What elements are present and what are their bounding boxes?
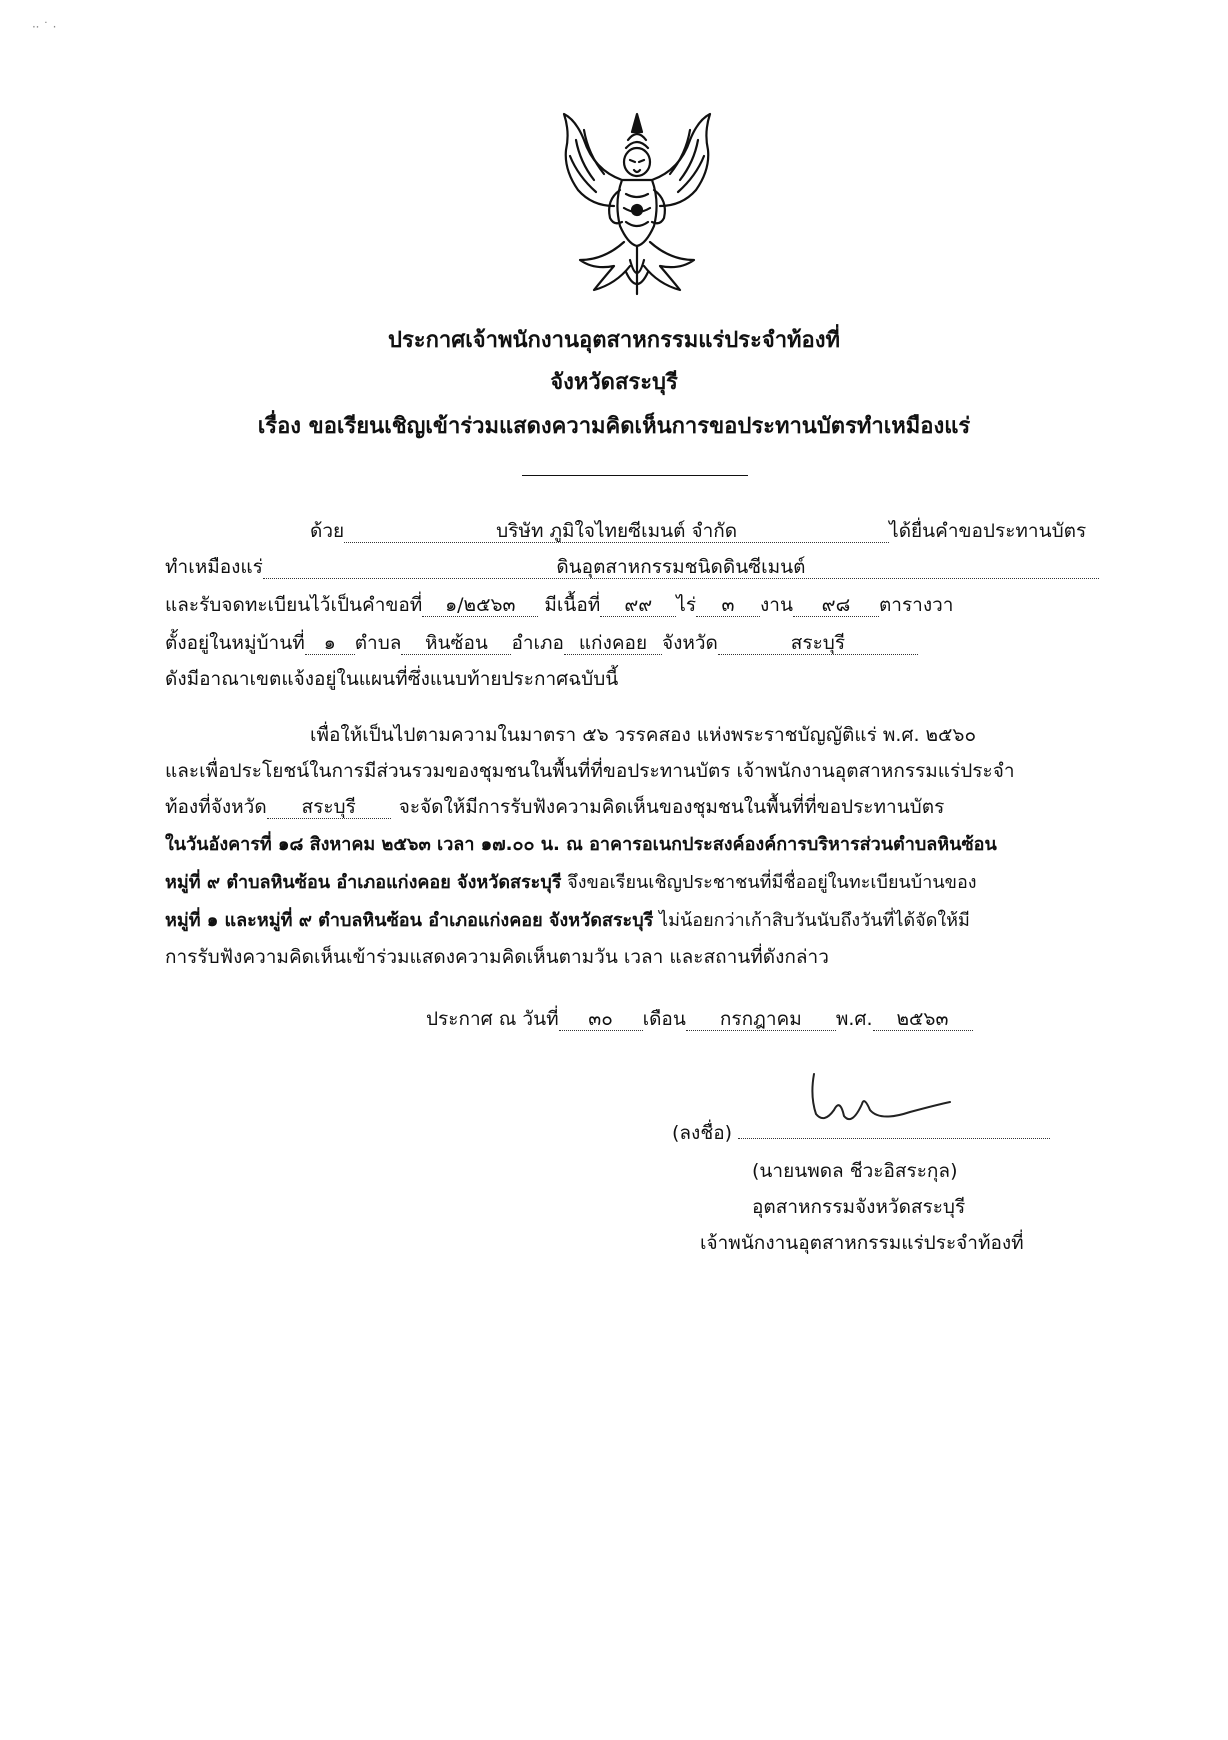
- ngan-label: งาน: [760, 594, 793, 616]
- scan-speck: ·⸱ ˙ ·: [32, 20, 57, 34]
- signatory-position-2: เจ้าพนักงานอุตสาหกรรมแร่ประจำท้องที่: [700, 1232, 1024, 1254]
- title-line-3: เรื่อง ขอเรียนเชิญเข้าร่วมแสดงความคิดเห็นการขอประทานบัตรทำเหมืองแร่: [257, 414, 971, 439]
- body-line-4: ในวันอังคารที่ ๑๘ สิงหาคม ๒๕๖๓ เวลา ๑๗.๐๐ น. ณ อาคารอเนกประสงค์องค์การบริหารส่วนตำบลหินซ้อน: [165, 834, 997, 855]
- form-line-1: [310, 518, 1086, 544]
- ngan-field: ๓: [696, 594, 760, 617]
- title-underline: [522, 475, 748, 476]
- body-line-6: [165, 908, 970, 934]
- announcement-date: [426, 1006, 973, 1032]
- area-label: มีเนื้อที่: [544, 594, 601, 616]
- province-prefix-label: ท้องที่จังหวัด: [165, 796, 267, 818]
- form-prefix-label: ด้วย: [310, 520, 345, 542]
- invited-villages: หมู่ที่ ๑ และหมู่ที่ ๙ ตำบลหินซ้อน อำเภอแก่งคอย จังหวัดสระบุรี: [165, 910, 654, 931]
- signature-line: [672, 1120, 1050, 1146]
- form-line-5: ดังมีอาณาเขตแจ้งอยู่ในแผนที่ซึ่งแนบท้ายประกาศฉบับนี้: [165, 668, 619, 690]
- body-line-3: [165, 794, 944, 820]
- sign-label: (ลงชื่อ): [672, 1122, 733, 1144]
- village-number-field: ๑: [305, 632, 355, 655]
- body-line-7: การรับฟังความคิดเห็นเข้าร่วมแสดงความคิดเห็นตามวัน เวลา และสถานที่ดังกล่าว: [165, 946, 829, 968]
- date-prefix-label: ประกาศ ณ วันที่: [426, 1008, 559, 1030]
- request-number-field: ๑/๒๕๖๓: [422, 594, 538, 617]
- amphoe-label: อำเภอ: [511, 632, 564, 654]
- day-field: ๓๐: [559, 1008, 643, 1031]
- province-field: สระบุรี: [718, 632, 918, 655]
- form-line-2: [165, 554, 1099, 580]
- body-line-5-rest: จึงขอเรียนเชิญประชาชนที่มีชื่ออยู่ในทะเบียนบ้านของ: [567, 872, 977, 893]
- month-label: เดือน: [642, 1008, 686, 1030]
- signature-field: [738, 1138, 1050, 1139]
- year-field: ๒๕๖๓: [873, 1008, 973, 1031]
- title-line-1: ประกาศเจ้าพนักงานอุตสาหกรรมแร่ประจำท้องที่: [387, 328, 841, 353]
- garuda-emblem-icon: [554, 110, 720, 296]
- body-line-2: และเพื่อประโยชน์ในการมีส่วนรวมของชุมชนในพื้นที่ที่ขอประทานบัตร เจ้าพนักงานอุตสาหกรรมแร่ประจำ: [165, 760, 1015, 782]
- amphoe-field: แก่งคอย: [564, 632, 662, 655]
- form-line-3: [165, 592, 953, 618]
- meeting-location: หมู่ที่ ๙ ตำบลหินซ้อน อำเภอแก่งคอย จังหวัดสระบุรี: [165, 872, 562, 893]
- title-line-2: จังหวัดสระบุรี: [550, 370, 678, 395]
- rai-label: ไร่: [676, 594, 697, 616]
- rai-field: ๙๙: [600, 594, 676, 617]
- wa-field: ๙๘: [793, 594, 879, 617]
- company-field: บริษัท ภูมิใจไทยซีเมนต์ จำกัด: [344, 520, 889, 543]
- body-line-5: [165, 870, 977, 896]
- village-label: ตั้งอยู่ในหมู่บ้านที่: [165, 632, 305, 654]
- year-label: พ.ศ.: [835, 1008, 873, 1030]
- form-line-4: [165, 630, 918, 656]
- month-field: กรกฎาคม: [686, 1008, 836, 1031]
- body-line-3-suffix: จะจัดให้มีการรับฟังความคิดเห็นของชุมชนในพื้นที่ที่ขอประทานบัตร: [398, 796, 945, 818]
- body-province-field: สระบุรี: [267, 796, 391, 819]
- signatory-position-1: อุตสาหกรรมจังหวัดสระบุรี: [752, 1196, 966, 1218]
- body-line-6-rest: ไม่น้อยกว่าเก้าสิบวันนับถึงวันที่ได้จัดให้มี: [659, 910, 970, 931]
- mining-label: ทำเหมืองแร่: [165, 556, 263, 578]
- request-label: และรับจดทะเบียนไว้เป็นคำขอที่: [165, 594, 423, 616]
- wa-label: ตารางวา: [878, 594, 954, 616]
- body-line-1: เพื่อให้เป็นไปตามความในมาตรา ๕๖ วรรคสอง แห่งพระราชบัญญัติแร่ พ.ศ. ๒๕๖๐: [310, 724, 977, 746]
- form-suffix-label: ได้ยื่นคำขอประทานบัตร: [889, 520, 1087, 542]
- tambon-label: ตำบล: [354, 632, 402, 654]
- mineral-field: ดินอุตสาหกรรมชนิดดินซีเมนต์: [263, 556, 1099, 579]
- province-label: จังหวัด: [661, 632, 718, 654]
- signatory-name: (นายนพดล ชีวะอิสระกุล): [752, 1160, 958, 1182]
- tambon-field: หินซ้อน: [401, 632, 511, 655]
